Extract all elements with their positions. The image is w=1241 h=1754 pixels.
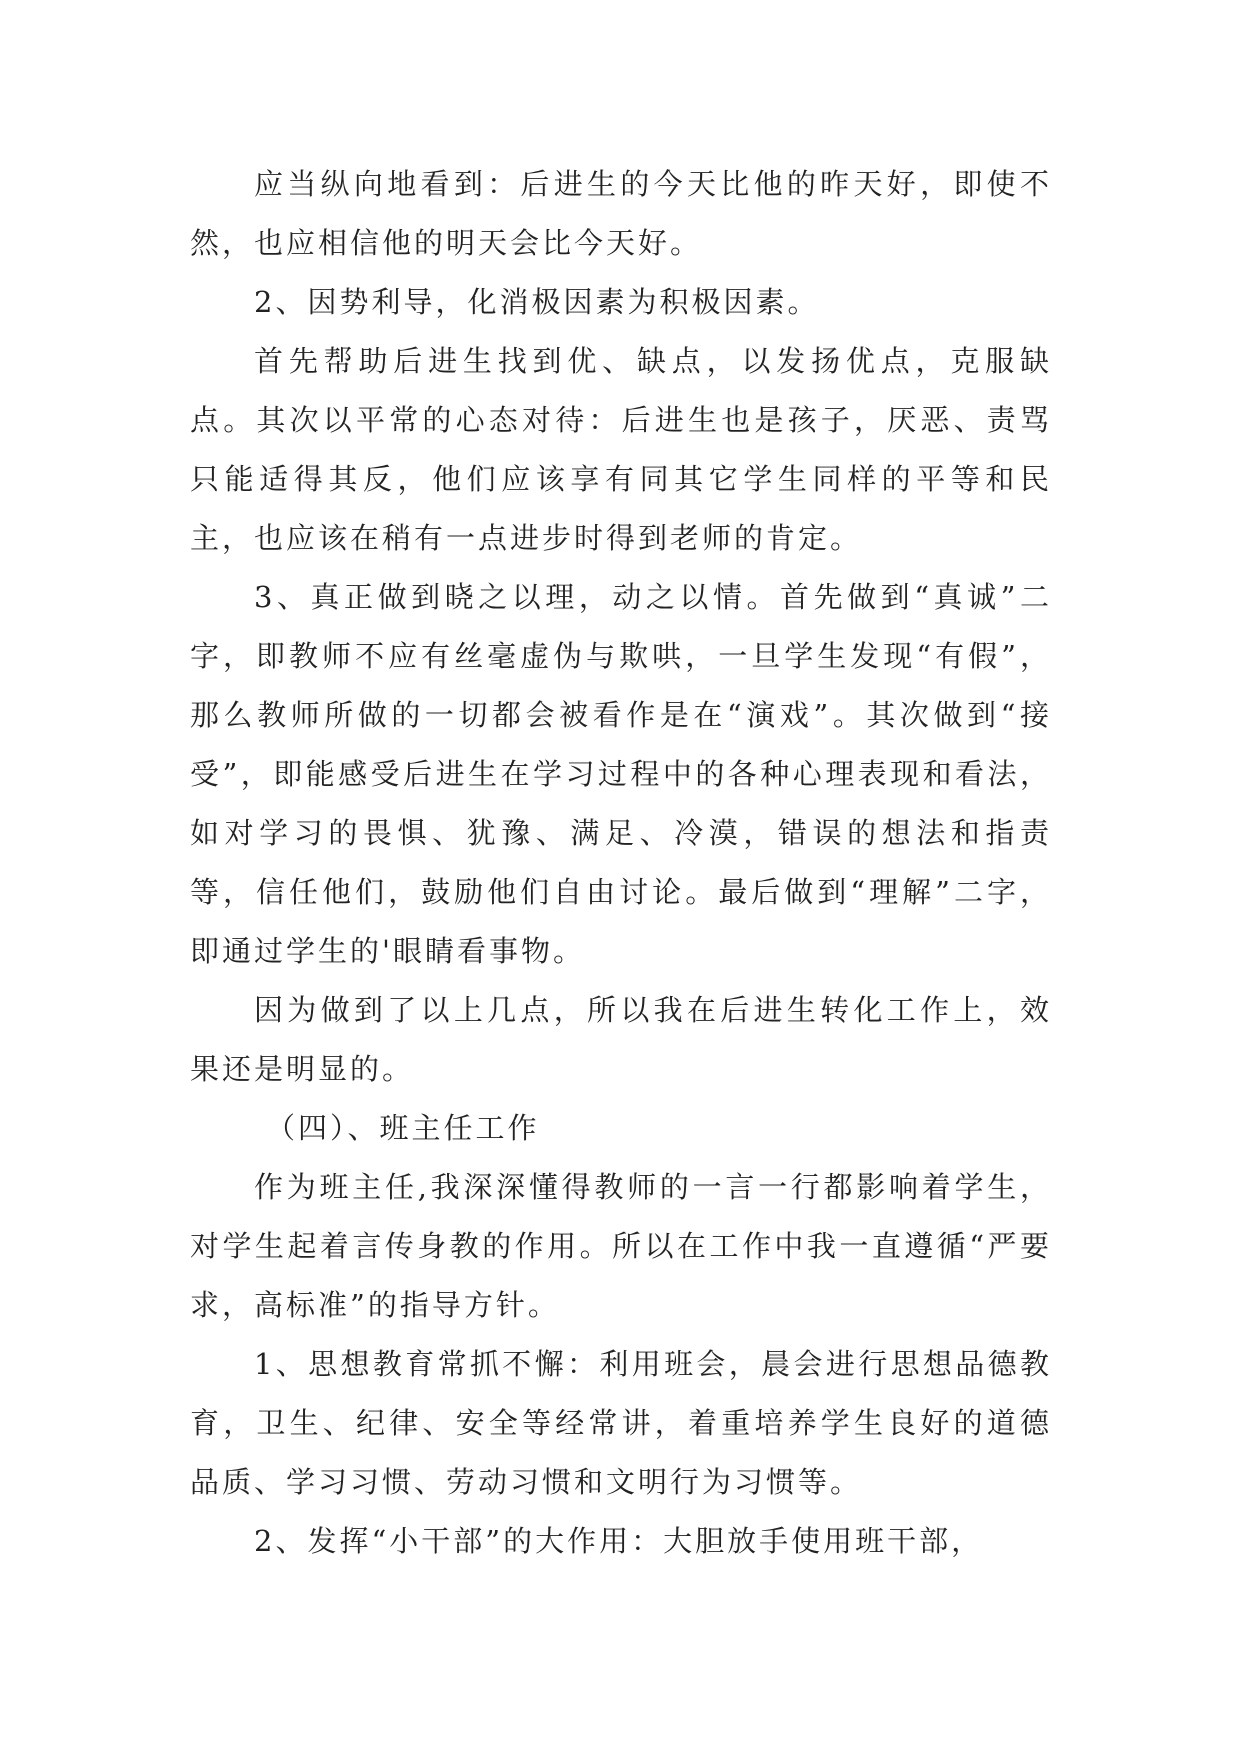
paragraph-vertical-view: 应当纵向地看到：后进生的今天比他的昨天好，即使不然，也应相信他的明天会比今天好。 [190, 167, 1052, 260]
paragraph-point-1-ideological-education: 1、思想教育常抓不懈：利用班会，晨会进行思想品德教育，卫生、纪律、安全等经常讲，着重培养学生良好的道德品质、学习习惯、劳动习惯和文明行为习惯等。 [190, 1347, 1052, 1499]
paragraph-point-2-guidance: 2、因势利导，化消极因素为积极因素。 [254, 285, 820, 319]
paragraph-point-3-reason-emotion: 3、真正做到晓之以理，动之以情。首先做到“真诚”二字，即教师不应有丝毫虚伪与欺哄，一旦学生发现“有假”，那么教师所做的一切都会被看作是在“演戏”。其次做到“接受”，即能感受后进生在学习过程中的各种心理表现和看法，如对学习的畏惧、犹豫、满足、冷漠，错误的想法和指责等，信任他们，鼓励他们自由讨论。最后做到“理解”二字，即通过学生的'眼睛看事物。 [190, 580, 1052, 968]
paragraph-results: 因为做到了以上几点，所以我在后进生转化工作上，效果还是明显的。 [190, 993, 1052, 1086]
paragraph-point-2-student-leaders: 2、发挥“小干部”的大作用：大胆放手使用班干部， [254, 1524, 984, 1558]
paragraph-class-teacher-role: 作为班主任,我深深懂得教师的一言一行都影响着学生，对学生起着言传身教的作用。所以在工作中我一直遵循“严要求，高标准”的指导方针。 [190, 1170, 1052, 1322]
document-body [190, 155, 1052, 1571]
paragraph-strengths-weaknesses: 首先帮助后进生找到优、缺点，以发扬优点，克服缺点。其次以平常的心态对待：后进生也是孩子，厌恶、责骂只能适得其反，他们应该享有同其它学生同样的平等和民主，也应该在稍有一点进步时得到老师的肯定。 [190, 344, 1052, 555]
section-heading-class-teacher-work: （四）、班主任工作 [266, 1111, 540, 1145]
